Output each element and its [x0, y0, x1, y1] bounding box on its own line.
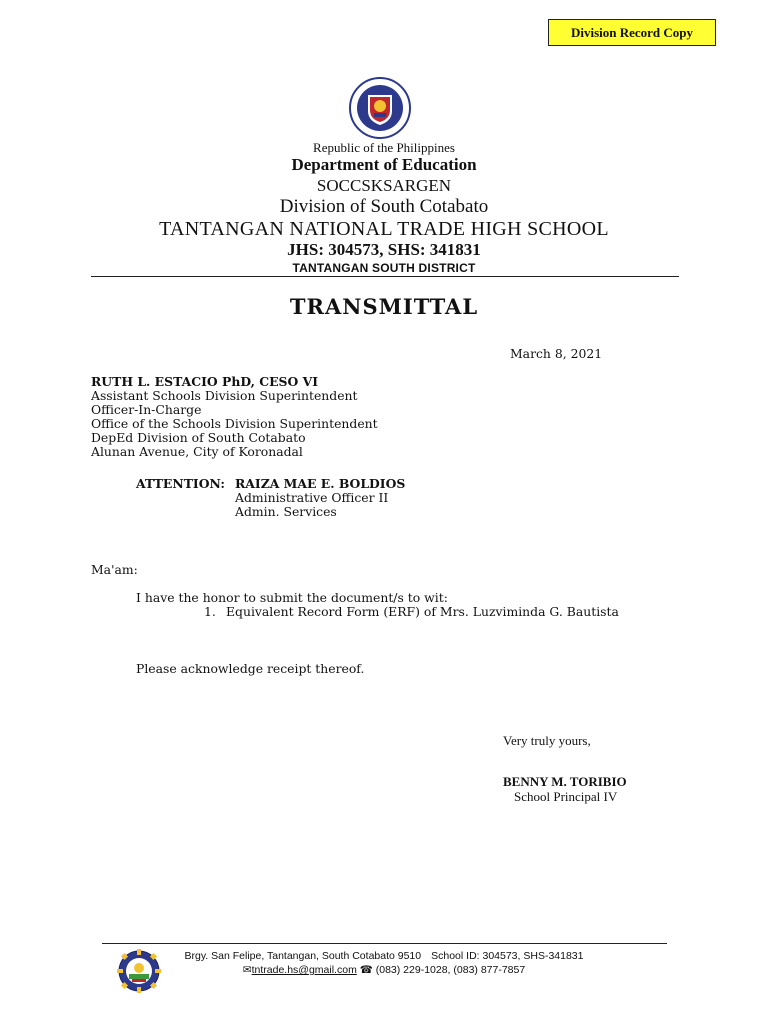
- recipient-line: Alunan Avenue, City of Koronadal: [91, 444, 303, 459]
- signer-title: School Principal IV: [514, 789, 618, 804]
- acknowledge-sentence: Please acknowledge receipt thereof.: [136, 661, 365, 676]
- attention-label: ATTENTION:: [136, 476, 225, 491]
- division-line: Division of South Cotabato: [279, 196, 489, 217]
- recipient-line: Assistant Schools Division Superintendent: [91, 388, 358, 403]
- list-item-text: Equivalent Record Form (ERF) of Mrs. Luzviminda G. Bautista: [226, 604, 619, 619]
- school-name: TANTANGAN NATIONAL TRADE HIGH SCHOOL: [159, 218, 609, 240]
- footer-phones: (083) 229-1028, (083) 877-7857: [375, 964, 526, 976]
- footer-contact-line: [0, 964, 768, 976]
- list-item-number: 1.: [204, 604, 216, 619]
- intro-sentence: I have the honor to submit the document/s to wit:: [136, 590, 448, 605]
- attention-line: Admin. Services: [235, 504, 337, 519]
- school-ids: JHS: 304573, SHS: 341831: [287, 240, 481, 259]
- recipient-block: [91, 375, 378, 459]
- attention-block: [235, 477, 405, 519]
- phone-icon: ☎: [359, 964, 373, 976]
- region-line: SOCCSKSARGEN: [316, 176, 452, 195]
- district-line: TANTANGAN SOUTH DISTRICT: [292, 261, 476, 275]
- department-line: Department of Education: [291, 155, 477, 174]
- list-item: [204, 605, 619, 619]
- envelope-icon: ✉: [242, 964, 252, 976]
- recipient-line: DepEd Division of South Cotabato: [91, 430, 306, 445]
- attention-name: RAIZA MAE E. BOLDIOS: [235, 476, 406, 491]
- deped-seal-icon: [334, 77, 426, 139]
- republic-line: Republic of the Philippines: [313, 140, 455, 155]
- footer-school-id: School ID: 304573, SHS-341831: [431, 950, 584, 962]
- header-divider: [91, 276, 679, 277]
- recipient-name: RUTH L. ESTACIO PhD, CESO VI: [91, 374, 319, 389]
- footer-address-line: [0, 950, 768, 962]
- valediction: Very truly yours,: [503, 733, 591, 748]
- signer-name: BENNY M. TORIBIO: [503, 774, 627, 789]
- division-record-copy-stamp: Division Record Copy: [548, 19, 716, 46]
- recipient-line: Officer-In-Charge: [91, 402, 202, 417]
- attention-line: Administrative Officer II: [235, 490, 389, 505]
- footer-address: Brgy. San Felipe, Tantangan, South Cotabato 9510: [184, 950, 422, 962]
- salutation: Ma'am:: [91, 562, 138, 577]
- document-title: TRANSMITTAL: [289, 294, 479, 319]
- recipient-line: Office of the Schools Division Superintendent: [91, 416, 378, 431]
- letter-date: March 8, 2021: [510, 346, 603, 361]
- footer-email-link[interactable]: tntrade.hs@gmail.com: [251, 964, 357, 976]
- footer-divider: [102, 943, 667, 944]
